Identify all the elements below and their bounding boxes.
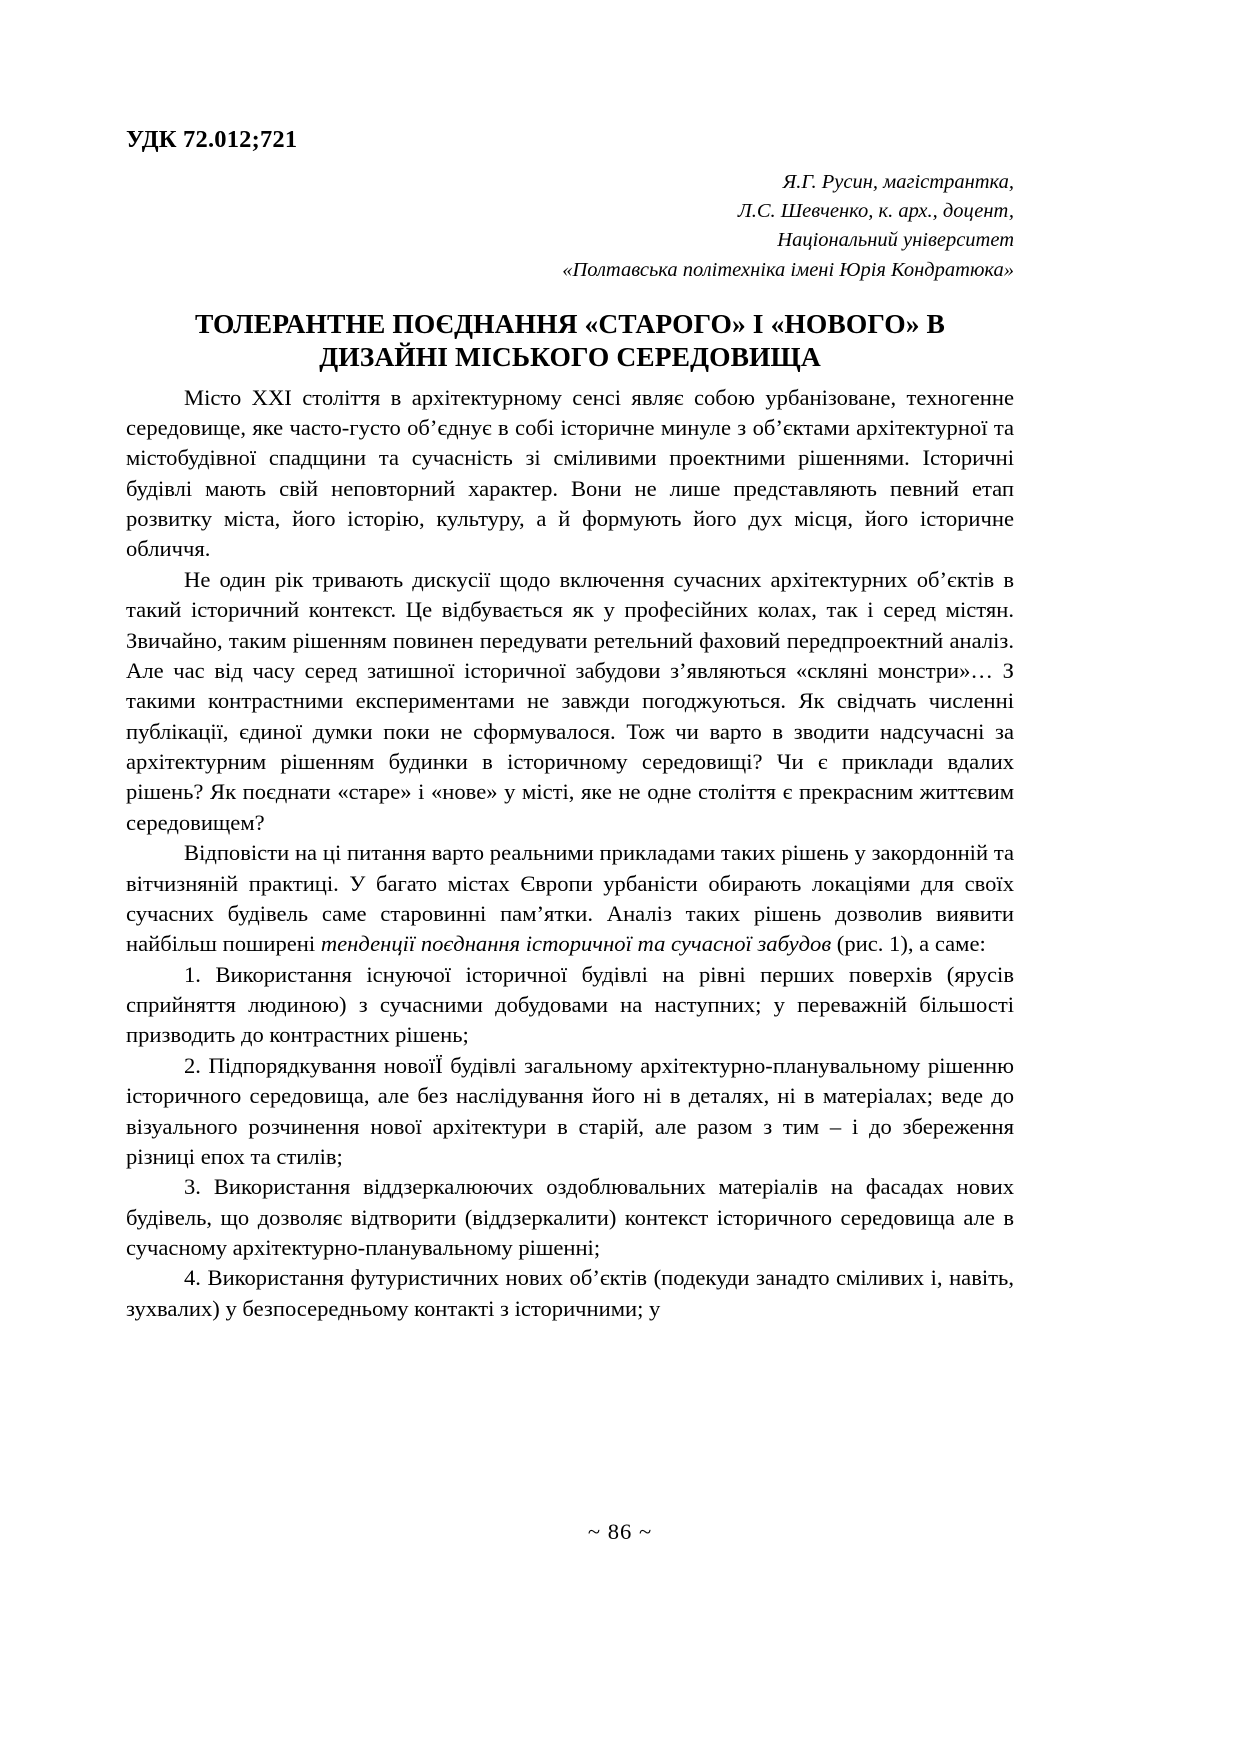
- page-title: [126, 307, 1014, 373]
- list-item-1: 1. Використання існуючої історичної будівлі на рівні перших поверхів (ярусів сприйняття людиною) з сучасними добудовами на наступних; у переважній більшості призводить до контрастних рішень;: [126, 961, 1014, 1048]
- author-line-1: Я.Г. Русин, магістрантка,: [782, 171, 1014, 194]
- title-line-1: ТОЛЕРАНТНЕ ПОЄДНАННЯ «СТАРОГО» І «НОВОГО» В: [194, 307, 946, 339]
- page-footer: ~ 86 ~: [587, 1519, 653, 1544]
- paragraph-examples: [126, 838, 1014, 960]
- author-line-2: Л.С. Шевченко, к. арх., доцент,: [737, 200, 1014, 223]
- paragraph-intro: Місто XXI століття в архітектурному сенсі являє собою урбанізоване, техногенне середовище, яке часто-густо об’єднує в собі історичне минуле з об’єктами архітектурної та містобудівної спадщини та сучасність зі сміливими проектними рішеннями. Історичні будівлі мають свій неповторний характер. Вони не лише представляють певний етап розвитку міста, його історію, культуру, а й формують його дух місця, його історичне обличчя.: [126, 384, 1014, 562]
- list-item-3: 3. Використання віддзеркалюючих оздоблювальних матеріалів на фасадах нових будівель, що дозволяє відтворити (віддзеркалити) контекст історичного середовища але в сучасному архітектурно-планувальному рішенні;: [126, 1174, 1014, 1261]
- author-affiliation-university: Національний університет: [777, 229, 1014, 252]
- author-affiliation-institution: «Полтавська політехніка імені Юрія Кондратюка»: [562, 258, 1014, 281]
- page-content: [126, 126, 1014, 1324]
- title-line-2: ДИЗАЙНІ МІСЬКОГО СЕРЕДОВИЩА: [319, 340, 821, 372]
- list-item-4: 4. Використання футуристичних нових об’єктів (подекуди занадто сміливих і, навіть, зухвалих) у безпосередньому контакті з історичними; у: [126, 1265, 1014, 1321]
- paragraph-examples-lead: Відповісти на ці питання варто реальними прикладами таких рішень у закордонній та вітчизняній практиці. У багато містах Європи урбаністи обирають локаціями для своїх сучасних будівель саме старовинні пам’ятки. Аналіз таких рішень дозволив виявити найбільш поширені: [126, 840, 1014, 957]
- author-block: [126, 168, 1014, 284]
- paragraph-examples-emphasis: тенденції поєднання історичної та сучасної забудов: [320, 931, 832, 957]
- list-item-2: 2. Підпорядкування новоїЇ будівлі загальному архітектурно-планувальному рішенню історичного середовища, але без наслідування його ні в деталях, ні в матеріалах; веде до візуального розчинення нової архітектури в старій, але разом з тим – і до збереження різниці епох та стилів;: [126, 1052, 1014, 1169]
- udc-code: УДК 72.012;721: [126, 126, 298, 153]
- paragraph-examples-tail: (рис. 1), а саме:: [831, 931, 986, 957]
- paragraph-discussion: Не один рік тривають дискусії щодо включення сучасних архітектурних об’єктів в такий історичний контекст. Це відбувається як у професійних колах, так і серед містян. Звичайно, таким рішенням повинен передувати ретельний фаховий передпроектний аналіз. Але час від часу серед затишної історичної забудови з’являються «скляні монстри»… З такими контрастними експериментами не завжди погоджуються. Як свідчать численні публікації, єдиної думки поки не сформувалося. Тож чи варто в зводити надсучасні за архітектурним рішенням будинки в історичному середовищі? Чи є приклади вдалих рішень? Як поєднати «старе» і «нове» у місті, яке не одне століття є прекрасним життєвим середовищем?: [126, 566, 1014, 835]
